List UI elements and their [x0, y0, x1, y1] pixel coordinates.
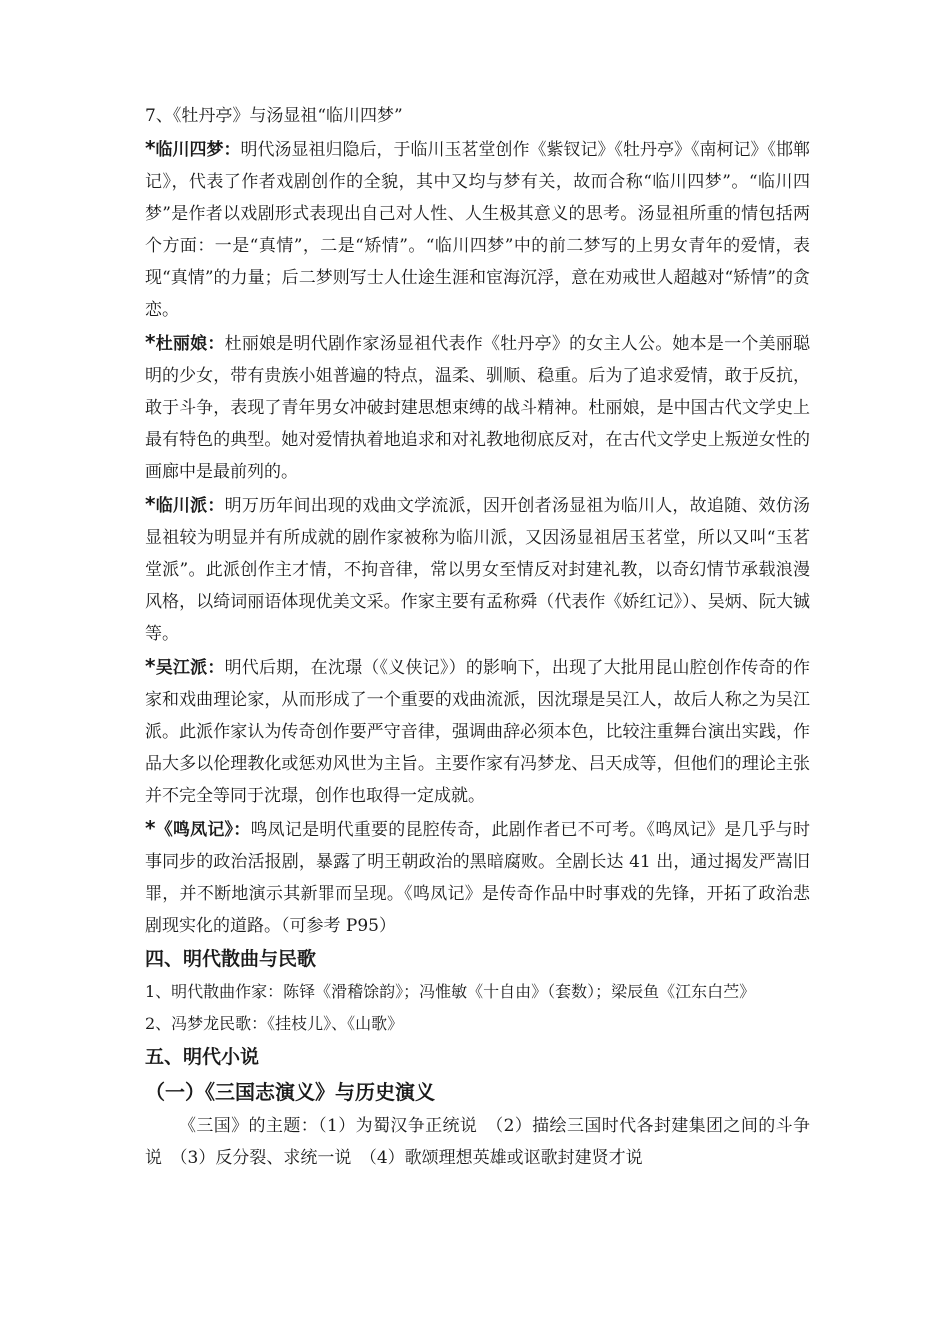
entry-linchuan-pai [145, 488, 810, 650]
entry-term: 临川派： [155, 496, 225, 516]
page-content [145, 100, 810, 1174]
star-mark: * [145, 816, 156, 840]
section-4-item-2: 2、冯梦龙民歌：《挂枝儿》、《山歌》 [145, 1014, 404, 1033]
entry-text: 明代汤显祖归隐后，于临川玉茗堂创作《紫钗记》《牡丹亭》《南柯记》《邯郸记》，代表了作者戏剧创作的全貌，其中又均与梦有关，故而合称“临川四梦”。“临川四梦”是作者以戏剧形式表现出自己对人性、人生极其意义的思考。汤显祖所重的情包括两个方面：一是“真情”，二是“矫情”。“临川四梦”中的前二梦写的上男女青年的爱情，表现“真情”的力量；后二梦则写士人仕途生涯和宦海沉浮，意在劝戒世人超越对“矫情”的贪恋。 [145, 140, 811, 320]
item-7-heading: 7、《牡丹亭》与汤显祖“临川四梦” [145, 106, 403, 126]
entry-term: 杜丽娘： [155, 334, 225, 354]
entry-term: 吴江派： [155, 658, 225, 678]
entry-mingfeng-ji [145, 812, 810, 942]
section-5-subheading: （一）《三国志演义》与历史演义 [145, 1080, 435, 1104]
entry-du-liniang [145, 326, 810, 488]
entry-text: 明代后期，在沈璟（《义侠记》）的影响下，出现了大批用昆山腔创作传奇的作家和戏曲理论家，从而形成了一个重要的戏曲流派，因沈璟是吴江人，故后人称之为吴江派。此派作家认为传奇创作要严守音律，强调曲辞必须本色，比较注重舞台演出实践，作品大多以伦理教化或惩劝风世为主旨。主要作家有冯梦龙、吕天成等，但他们的理论主张并不完全等同于沈璟，创作也取得一定成就。 [145, 658, 810, 806]
star-mark: * [145, 330, 156, 354]
section-4-item-1: 1、明代散曲作家：陈铎《滑稽馀韵》；冯惟敏《十自由》（套数）；梁辰鱼《江东白苎》 [145, 982, 756, 1001]
entry-term: 临川四梦： [155, 140, 241, 160]
entry-term: 《鸣凤记》： [155, 820, 251, 840]
star-mark: * [145, 492, 156, 516]
entry-wujiang-pai [145, 650, 810, 812]
section-5-paragraph: 《三国》的主题：（1）为蜀汉争正统说 （2）描绘三国时代各封建集团之间的斗争说 （3）反分裂、求统一说 （4）歌颂理想英雄或讴歌封建贤才说 [145, 1116, 810, 1168]
star-mark: * [145, 136, 156, 160]
star-mark: * [145, 654, 156, 678]
section-5-heading: 五、明代小说 [145, 1046, 260, 1068]
section-4-heading: 四、明代散曲与民歌 [145, 948, 317, 970]
entry-linchuan-simeng [145, 132, 810, 326]
entry-text: 杜丽娘是明代剧作家汤显祖代表作《牡丹亭》的女主人公。她本是一个美丽聪明的少女，带有贵族小姐普遍的特点，温柔、驯顺、稳重。后为了追求爱情，敢于反抗，敢于斗争，表现了青年男女冲破封建思想束缚的战斗精神。杜丽娘，是中国古代文学史上最有特色的典型。她对爱情执着地追求和对礼教地彻底反对，在古代文学史上叛逆女性的画廊中是最前列的。 [145, 334, 811, 482]
entry-text: 鸣凤记是明代重要的昆腔传奇，此剧作者已不可考。《鸣凤记》是几乎与时事同步的政治活报剧，暴露了明王朝政治的黑暗腐败。全剧长达 41 出，通过揭发严嵩旧罪，并不断地演示其新罪而呈现。《鸣凤记》是传奇作品中时事戏的先锋，开拓了政治悲剧现实化的道路。（可参考 P95） [145, 820, 810, 936]
entry-text: 明万历年间出现的戏曲文学流派，因开创者汤显祖为临川人，故追随、效仿汤显祖较为明显并有所成就的剧作家被称为临川派，又因汤显祖居玉茗堂，所以又叫“玉茗堂派”。此派创作主才情，不拘音律，常以男女至情反对封建礼教，以奇幻情节承载浪漫风格，以绮词丽语体现优美文采。作家主要有孟称舜（代表作《娇红记》）、吴炳、阮大铖等。 [145, 496, 811, 644]
